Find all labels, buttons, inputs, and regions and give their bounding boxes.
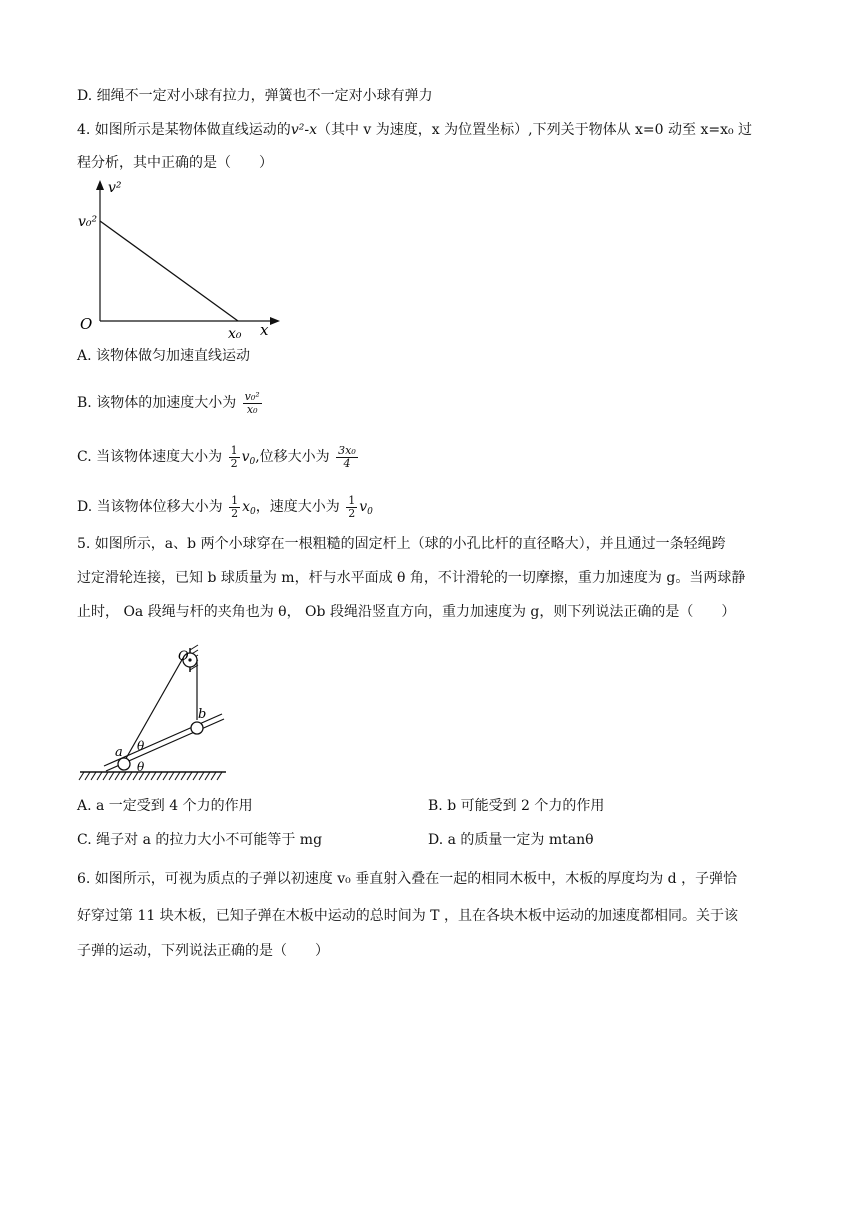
q4-option-c-fraction: [336, 445, 358, 470]
q4-stem-text-b: （其中 v 为速度，x 为位置坐标）,下列关于物体从 x=0 动至 x=x₀ 过: [316, 122, 753, 138]
x-intercept-label: x₀: [228, 326, 242, 342]
origin-label: O: [80, 315, 93, 333]
graph-line: [100, 221, 238, 321]
fraction-denominator: 2: [231, 506, 239, 520]
q4-option-c: [77, 444, 360, 475]
fraction-numerator: 1: [348, 493, 356, 507]
fraction-denominator: 2: [230, 456, 238, 470]
q4-option-d-half-a: [229, 495, 240, 520]
q4-stem-line2: 程分析，其中正确的是（ ）: [77, 155, 273, 171]
fraction-denominator: 4: [343, 456, 351, 470]
q6-stem-line2: 好穿过第 11 块木板，已知子弹在木板中运动的总时间为 T ，且在各块木板中运动的加速度都相同。关于该: [77, 908, 738, 924]
q4-stem-text-a: 4. 如图所示是某物体做直线运动的: [77, 122, 291, 138]
q4-option-b: [77, 390, 264, 416]
y-axis-label: v²: [108, 180, 122, 196]
q5-option-d: D. a 的质量一定为 mtanθ: [428, 832, 594, 848]
label-theta-lower: θ: [137, 760, 145, 774]
q5-pulley-figure: [76, 638, 246, 786]
fraction-numerator: 1: [231, 493, 239, 507]
q4-option-b-text: B. 该物体的加速度大小为: [77, 395, 237, 411]
velocity-symbol: $v_0$: [359, 499, 373, 517]
pulley-axle: [188, 658, 191, 661]
x-axis-label: x: [260, 321, 269, 339]
q5-option-b: B. b 可能受到 2 个力的作用: [428, 798, 605, 814]
label-o: O: [178, 649, 189, 664]
ground-hatching: [79, 772, 222, 780]
q4-option-d-text: D. 当该物体位移大小为: [77, 499, 223, 515]
q5-option-a: A. a 一定受到 4 个力的作用: [77, 798, 253, 814]
q4-option-d-mid: ，速度大小为: [255, 499, 340, 515]
fraction-denominator: x₀: [246, 402, 258, 416]
fraction-numerator: v₀²: [244, 389, 260, 403]
q5-stem-line2: 过定滑轮连接，已知 b 球质量为 m，杆与水平面成 θ 角，不计滑轮的一切摩擦，重力加速度为 g。当两球静: [77, 570, 746, 586]
rope-oa: [124, 658, 183, 762]
position-symbol: $x_0$: [242, 499, 256, 517]
q4-option-c-mid: ,位移大小为: [255, 449, 330, 465]
fraction-numerator: 3x₀: [338, 443, 356, 457]
x-axis-arrow: [270, 317, 280, 325]
q4-stem-line1: [77, 120, 752, 140]
ball-b: [191, 722, 203, 734]
q4-option-c-half: [229, 445, 240, 470]
y-axis-arrow: [96, 180, 104, 190]
fraction-numerator: 1: [230, 443, 238, 457]
label-b: b: [198, 707, 207, 722]
q4-stem-variable: v²-x: [290, 122, 317, 138]
q4-option-b-fraction: [243, 391, 262, 416]
q4-option-c-text: C. 当该物体速度大小为: [77, 449, 223, 465]
q5-option-c: C. 绳子对 a 的拉力大小不可能等于 mg: [77, 832, 323, 848]
q6-stem-line3: 子弹的运动，下列说法正确的是（ ）: [77, 943, 329, 959]
q4-option-a: A. 该物体做匀加速直线运动: [77, 348, 251, 364]
q3-option-d: D. 细绳不一定对小球有拉力，弹簧也不一定对小球有弹力: [77, 88, 433, 104]
y-intercept-label: v₀²: [78, 214, 98, 230]
q6-stem-line1: 6. 如图所示，可视为质点的子弹以初速度 v₀ 垂直射入叠在一起的相同木板中，木板的厚度均为 d ，子弹恰: [77, 871, 738, 887]
q4-option-d: [77, 494, 373, 525]
q5-stem-line1: 5. 如图所示，a、b 两个小球穿在一根粗糙的固定杆上（球的小孔比杆的直径略大），并且通过一条轻绳跨: [77, 536, 726, 552]
q5-stem-line3: 止时， Oa 段绳与杆的夹角也为 θ， Ob 段绳沿竖直方向，重力加速度为 g，则下列说法正确的是（ ）: [77, 604, 736, 620]
q4-option-d-half-b: [346, 495, 357, 520]
label-a: a: [115, 745, 123, 760]
fraction-denominator: 2: [348, 506, 356, 520]
q4-v2-x-graph: [70, 178, 290, 343]
velocity-symbol: $v_0$: [241, 449, 256, 467]
label-theta-upper: θ: [137, 739, 145, 753]
